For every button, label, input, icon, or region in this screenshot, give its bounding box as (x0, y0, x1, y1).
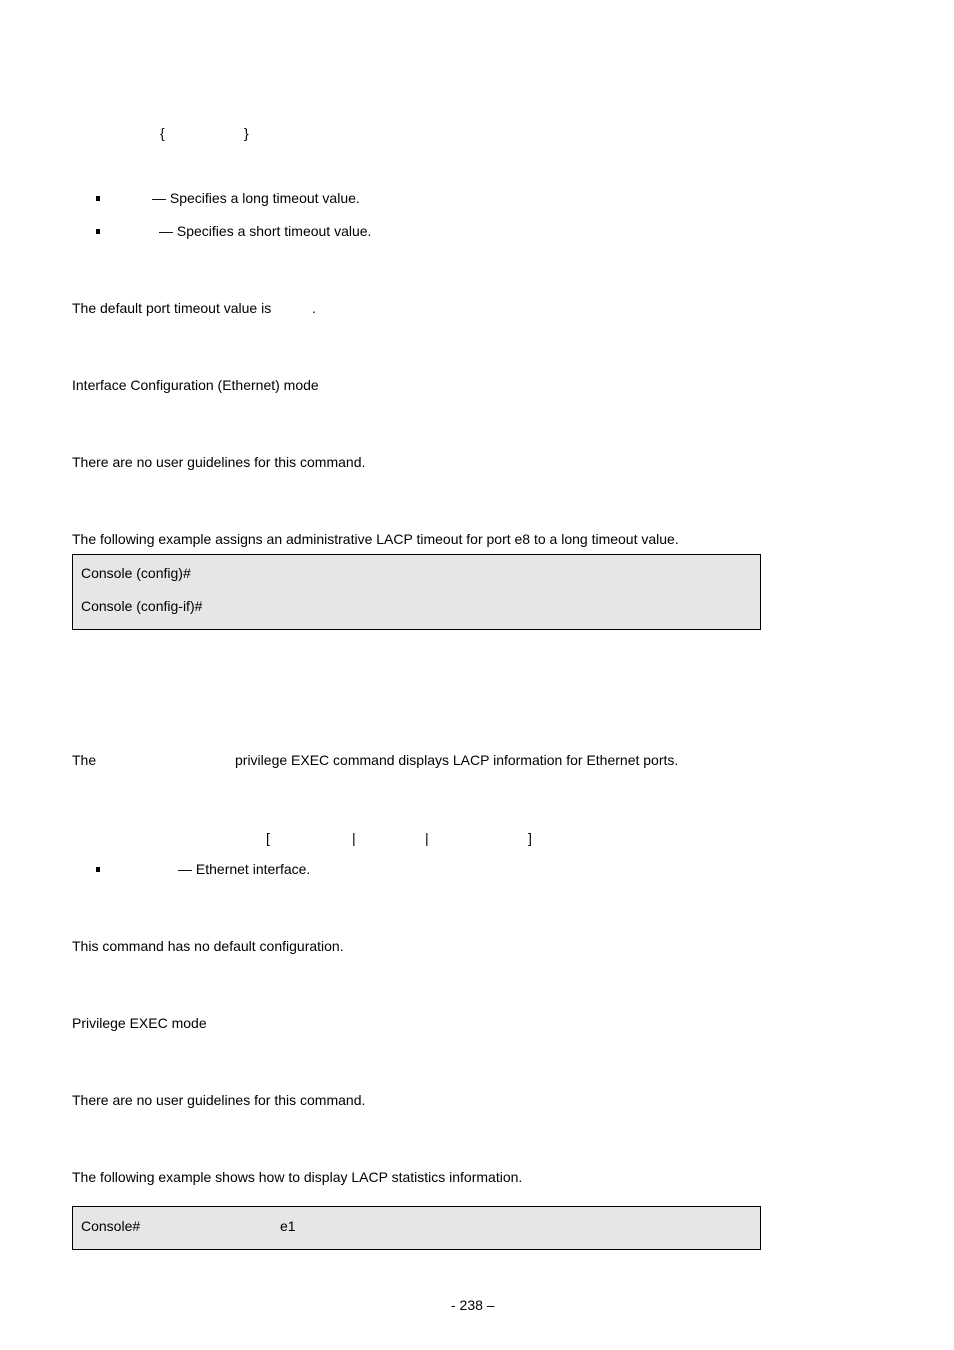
example-intro: The following example shows how to display LACP statistics information. (72, 1169, 523, 1185)
user-guidelines-text: There are no user guidelines for this command. (72, 1092, 366, 1108)
bullet-icon (96, 229, 100, 234)
command-mode-text: Interface Configuration (Ethernet) mode (72, 377, 319, 393)
param-long-desc: — Specifies a long timeout value. (152, 190, 360, 206)
page-number: - 238 – (451, 1297, 495, 1313)
default-config-period: . (312, 300, 316, 316)
bullet-icon (96, 867, 100, 872)
example-intro: The following example assigns an administrative LACP timeout for port e8 to a long timeout value. (72, 531, 679, 547)
param-ethernet-desc: — Ethernet interface. (178, 861, 311, 877)
syntax-pipe: | (425, 830, 429, 846)
command-description-start: The (72, 752, 97, 768)
code-line: Console (config)# (81, 565, 191, 581)
code-prompt: Console# (81, 1218, 141, 1234)
syntax-open-brace: { (160, 125, 165, 141)
default-config-text: The default port timeout value is (72, 300, 272, 316)
syntax-bracket-open: [ (266, 830, 270, 846)
code-argument: e1 (280, 1218, 296, 1234)
default-config-text: This command has no default configuration. (72, 938, 344, 954)
code-example-box (72, 1206, 761, 1250)
bullet-icon (96, 196, 100, 201)
param-short-desc: — Specifies a short timeout value. (159, 223, 372, 239)
syntax-pipe: | (352, 830, 356, 846)
syntax-bracket-close: ] (528, 830, 532, 846)
user-guidelines-text: There are no user guidelines for this command. (72, 454, 366, 470)
code-line: Console (config-if)# (81, 598, 203, 614)
code-example-box (72, 554, 761, 630)
command-description-text: privilege EXEC command displays LACP information for Ethernet ports. (235, 752, 679, 768)
syntax-close-brace: } (244, 125, 249, 141)
command-mode-text: Privilege EXEC mode (72, 1015, 207, 1031)
